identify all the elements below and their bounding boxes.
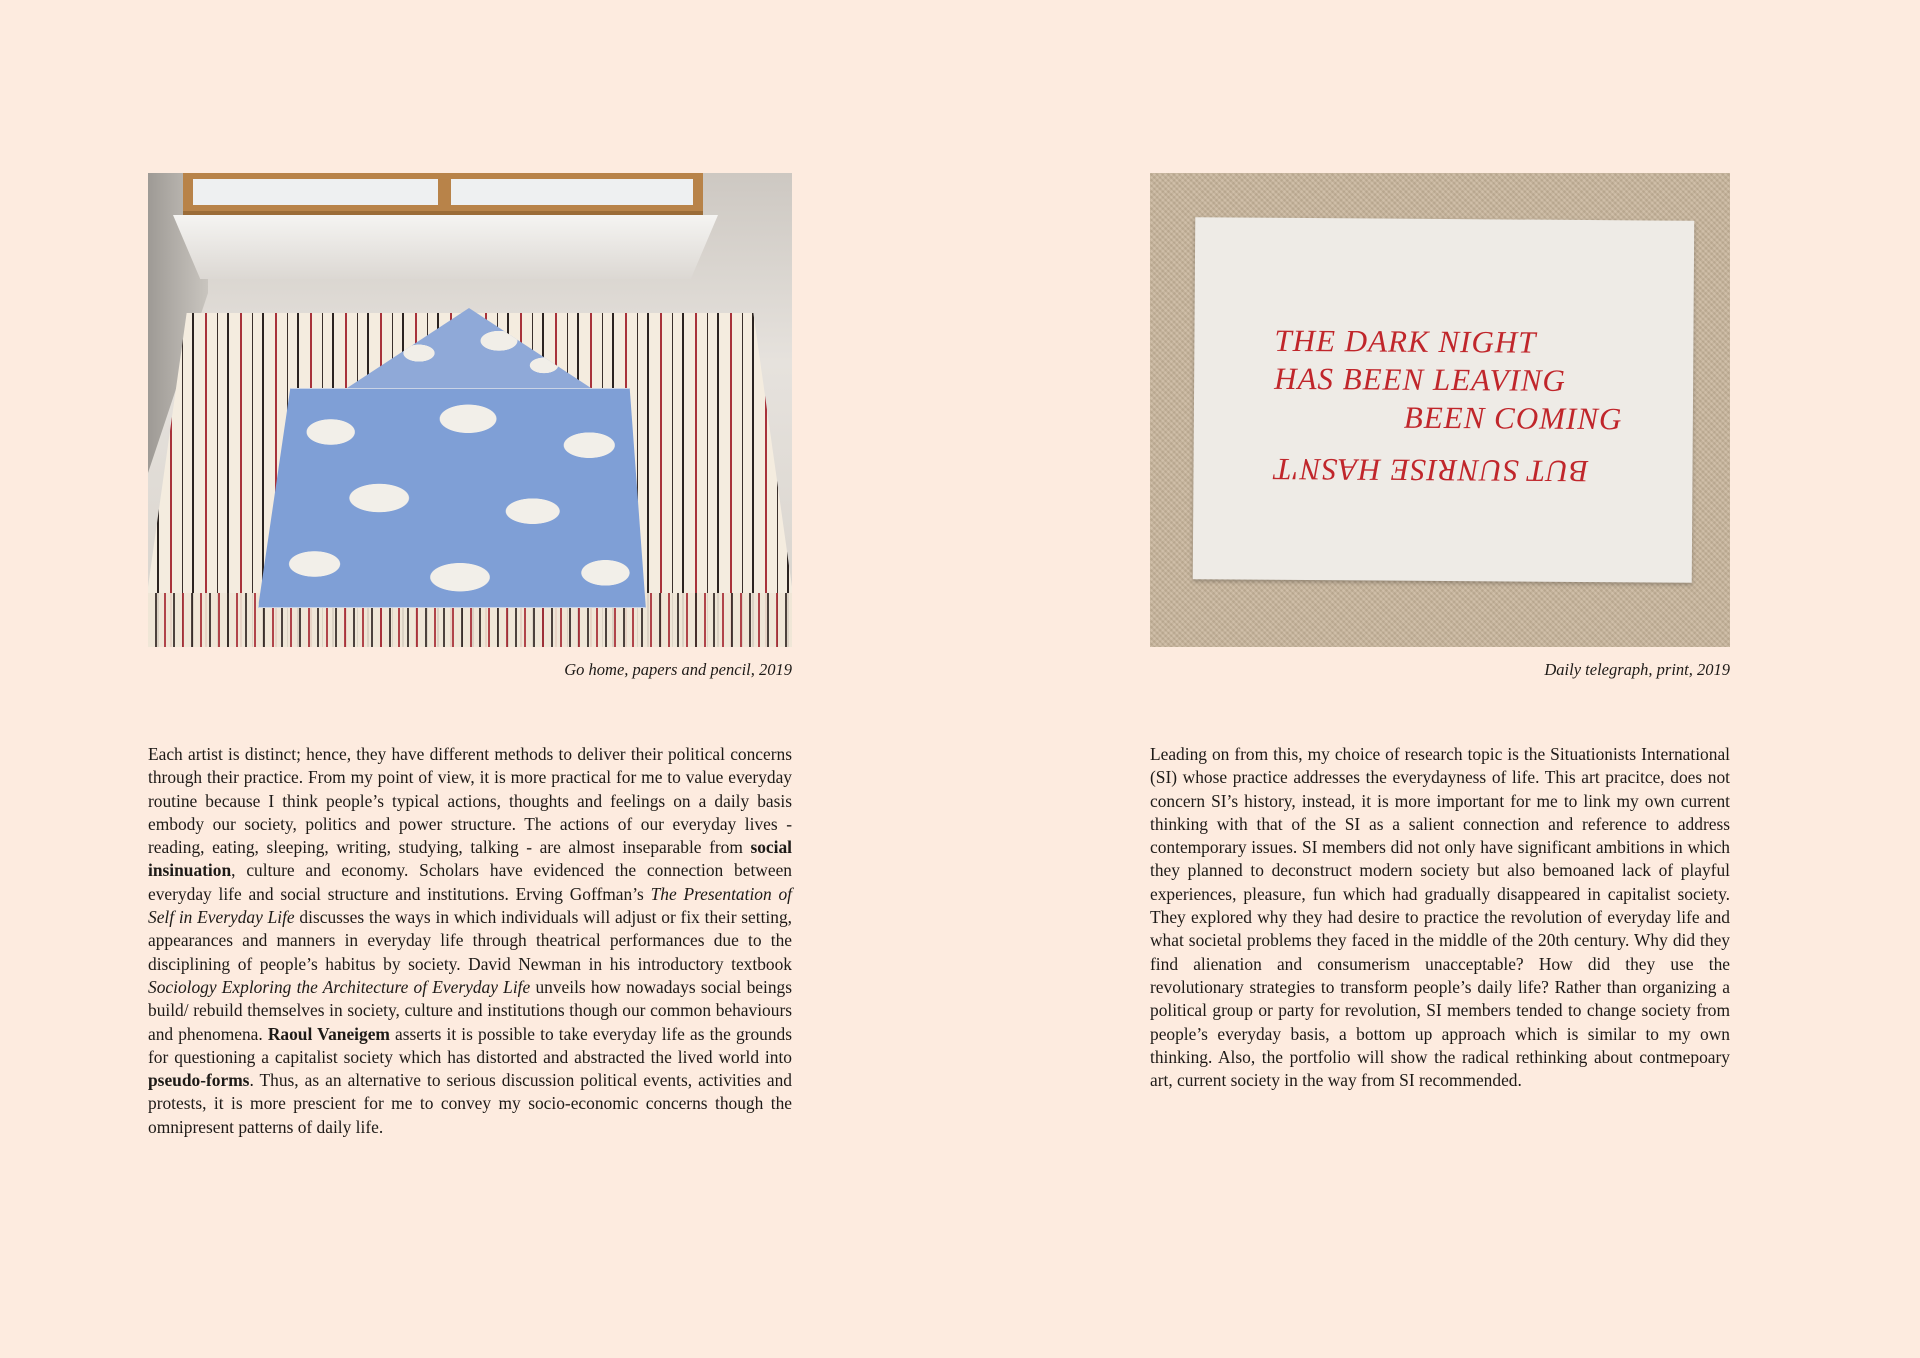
photo-go-home bbox=[148, 173, 792, 647]
book-title: The Presentation of Self in Everyday Life bbox=[148, 883, 792, 928]
card-text bbox=[1273, 322, 1654, 491]
body-paragraph-left bbox=[148, 743, 792, 1139]
paper-kite-body bbox=[258, 388, 662, 608]
text-run: discusses the ways in which individuals will adjust or fix their setting, appearances and manners in everyday life through theatrical performances due to the disciplining of people’s habitus by society. David Newman in his introductory textbook bbox=[148, 907, 793, 974]
text-run: asserts it is possible to take everyday life as the grounds for questioning a capitalist society which has distorted and abstracted the lived world into bbox=[148, 1023, 792, 1067]
text-run: Each artist is distinct; hence, they have different methods to deliver their political concerns through their practice. From my point of view, it is more practical for me to value everyday routine because I think people’s typical actions, thoughts and feelings on a daily basis embody our society, politics and power structure. The actions of our everyday lives - reading, eating, sleeping, writing, studying, talking - are almost inseparable from bbox=[148, 744, 792, 858]
text-run: unveils how nowadays social beings build/ rebuild themselves in society, culture and institutions though our common behaviours and phenomena. bbox=[148, 976, 793, 1044]
book-title: Sociology Exploring the Architecture of Everyday Life bbox=[148, 976, 531, 997]
left-column bbox=[148, 173, 793, 1137]
text-run: . Thus, as an alternative to serious discussion political events, activities and protests, it is more prescient for me to convey my socio-economic concerns though the omnipresent patterns of daily life. bbox=[148, 1070, 792, 1137]
photo-caption-left: Go home, papers and pencil, 2019 bbox=[564, 660, 792, 679]
window bbox=[183, 173, 703, 215]
print-card bbox=[1193, 217, 1695, 582]
card-line-1: THE DARK NIGHT bbox=[1274, 322, 1537, 360]
card-line-3: BEEN COMING bbox=[1403, 399, 1623, 437]
bold-term: social insinuation bbox=[148, 837, 792, 881]
body-paragraph-right: Leading on from this, my choice of research topic is the Situationists International (SI) whose practice addresses the everydayness of life. This art pracitce, does not concern SI’s history, instead, it is more important for me to link my own current thinking with that of the SI as a salient connection and reference to address contemporary issues. SI members did not only have significant ambitions in which they planned to deconstruct modern society but also bemoaned lack of playful experiences, pleasure, fun which had gradually disappeared in capitalist society. They explored why they had desire to practice the revolution of everyday life and what societal problems they faced in the middle of the 20th century. Why did they find alienation and consumerism unacceptable? How did they use the revolutionary strategies to transform people’s daily life? Rather than organizing a political group or party for revolution, SI members tended to change society from people’s everyday basis, a bottom up approach which is similar to my own thinking. Also, the portfolio will show the radical rethinking about contmepoary art, current society in the way from SI recommended. bbox=[1150, 744, 1730, 1091]
bold-term: pseudo-forms bbox=[148, 1070, 250, 1091]
photo-daily-telegraph bbox=[1150, 173, 1730, 647]
card-line-2: HAS BEEN LEAVING bbox=[1274, 360, 1566, 398]
right-column bbox=[1150, 173, 1730, 1091]
photo-caption-right: Daily telegraph, print, 2019 bbox=[1544, 660, 1730, 679]
text-run: , culture and economy. Scholars have evidenced the connection between everyday life and social structure and institutions. Erving Goffman’s bbox=[148, 860, 792, 904]
card-line-4-inverted: BUT SUNRISE HASN'T bbox=[1273, 451, 1589, 490]
bold-term: Raoul Vaneigem bbox=[267, 1023, 390, 1044]
